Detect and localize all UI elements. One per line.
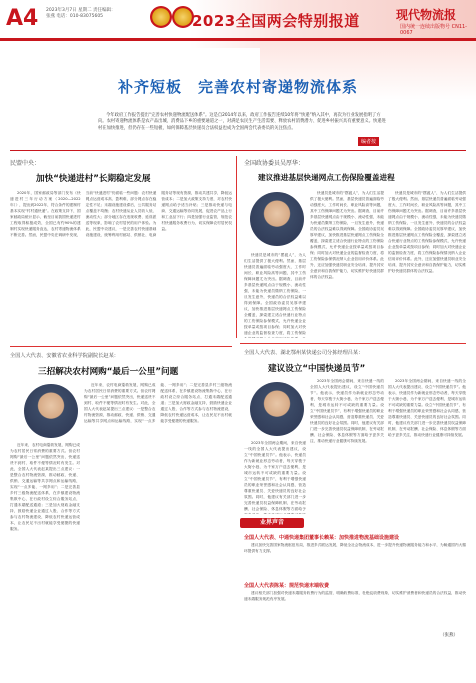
section-divider [10, 150, 466, 151]
voice1-title: 全国人大代表、中通快递集团董事长赖某：加快推进物流基础设施建设 [244, 535, 400, 541]
article2-kicker: 全国政协委员吴厚华： [244, 160, 305, 167]
article4-body-left: 近年来，农村电商蓬勃发展，网购已成为农村居民日常消费的重要方式。但农村网购“最后一公里”问题依然突出，快递送货不到村、取件不便等情况时有发生。对此，全国人大代表赵某提出三点建议：一是整合农村物流资源，推动邮政、快递、供销、交通运输等共享网点和运输线路，实现“一点多能、一网多用”；二是完善县乡村三级物流配送体系，在乡镇建设物流集散中心，在行政村设立综合服务站点，打通末端配送通道；三是加大财政金融支持，鼓励快递企业通过入股、合作等方式参与农村物流建设，降低农村快递运营成本，让农民足不出村就能享受便捷的快递服务。 [10, 443, 80, 531]
national-emblem-icon [150, 6, 172, 28]
industry-voices-banner: 业界声音 [240, 518, 304, 528]
header-meta: 2023年3月7日 星期二 责任编辑：张燕 电话：010-83075605 [46, 8, 116, 19]
delegate-photo [24, 384, 78, 438]
delegate-photo [250, 192, 304, 246]
article2-body-col0: 快递员是城市的“摆渡人”，为人们生活提供了极大便利。然而，基层快递员普遍面临劳动强度大、工作时间长、职业风险高等问题，其中工伤保障问题尤为突出。据调查，目前许多基层快递网点由于规模小、流动性强，未能为快递员缴纳工伤保险，一旦发生意外，快递员的合法权益难以得到保障。全国政协委员吴厚华建议，加快推进基层快递网点工伤保险全覆盖，探索建立适合快递行业特点的工伤保险参保模式，允许快递企业按单量或按项目参保；同时加大对快递企业的监督检查力度，将工伤保险 [244, 253, 306, 335]
article3-body-col1: 2023年全国两会期间，来自快递一线的全国人大代表提出建议，设立“中国快递员节”。他表示，快递员作为新就业形态劳动者，每天穿梭于大街小巷，为千家万户送去便利，是城市运转不可或缺的重要力量。设立“中国快递员节”，有利于增强快递员的职业荣誉感和社会认同感，营造尊重快递员、关爱快递员的良好社会氛围。同时，他建议有关部门进一步完善快递员权益保障机制，在劳动报酬、社会保险、休息休假等方面给予更多关注，推动快递行业健康可持续发展。 [310, 379, 384, 443]
editor-note-badge: 编者按 [358, 137, 379, 146]
voice1-body: 建议加快完善国家物流枢纽布局，推进多式联运发展，降低全社会物流成本，进一步提升快递物流服务能力和水平，为畅通国内大循环提供有力支撑。 [244, 543, 466, 553]
article-divider [240, 343, 466, 344]
article2-body-col2: 快递员是城市的“摆渡人”，为人们生活提供了极大便利。然而，基层快递员普遍面临劳动强度大、工作时间长、职业风险高等问题，其中工伤保障问题尤为突出。据调查，目前许多基层快递网点由于规模小、流动性强，未能为快递员缴纳工伤保险，一旦发生意外，快递员的合法权益难以得到保障。全国政协委员吴厚华建议，加快推进基层快递网点工伤保险全覆盖，探索建立适合快递行业特点的工伤保险参保模式，允许快递企业按单量或按项目参保；同时加大对快递企业的监督检查力度，将工伤保险参保情况纳入企业信用评价体系。此外，还应加强快递员职业安全培训，提升其安全意识和自我保护能力，切实维护好快递员群体的合法权益。 [388, 191, 466, 273]
delegate-photo [250, 382, 304, 436]
article3-title: 建议设立“中国快递员节” [268, 364, 366, 374]
article1-body: 2020年，国家邮政局等部门发布《快递进村三年行动方案（2020—2022年）》，提出到2022年，符合条件的建制村基本实现“村村通快递”。在政策支持下，国家邮政局统计显示，截至目前我国快递进村工程取得积极成效，全国已有约90%的建制村实现快递服务直达，农村寄递物流体系不断完善。然而，民盟中央在调研中发现，当前“快递进村”仍面临一些问题：农村快递网点运营成本高、盈利难，部分网点存在稳定性不足；末端设施建设滞后，公共服务站点覆盖不均衡；农村快递从业人员收入低、流动性大；部分地区存在违规收费、延误派送等现象，影响了农村居民的用户体验。为此，民盟中央建议，一是完善农村快递基础设施建设，统筹利用村邮站、供销社、电商服务站等现有资源，推动共建共享，降低运营成本；二是加大政策支持力度，对农村快递网点给予适当补贴；三是推动快递与电商、交通运输等协同发展，促进农产品上行和工业品下行；四是加强行业监管，规范农村快递服务收费行为，切实保障农村居民权益。 [10, 191, 232, 237]
column-divider [236, 156, 237, 338]
article4-title: 三招解决农村网购“最后一公里”问题 [38, 367, 179, 377]
article2-title: 建议推进基层快递网点工伤保险覆盖进程 [258, 173, 395, 182]
voice2-body: 建议相关部门加强对快递末端服务收费行为的监管，明确收费标准，杜绝乱收费现象，切实维护消费者和快递员的合法权益，推动快递末端服务规范有序发展。 [244, 591, 466, 601]
special-report-title: 2023全国两会特别报道 [192, 12, 360, 30]
page-number: A4 [6, 6, 39, 31]
article4-body-right: 近年来，农村电商蓬勃发展，网购已成为农村居民日常消费的重要方式。但农村网购“最后一公里”问题依然突出，快递送货不到村、取件不便等情况时有发生。对此，全国人大代表赵某提出三点建议：一是整合农村物流资源，推动邮政、快递、供销、交通运输等共享网点和运输线路，实现“一点多能、一网多用”；二是完善县乡村三级物流配送体系，在乡镇建设物流集散中心，在行政村设立综合服务站点，打通末端配送通道；三是加大财政金融支持，鼓励快递企业通过入股、合作等方式参与农村物流建设，降低农村快递运营成本，让农民足不出村就能享受便捷的快递服务。 [84, 383, 232, 423]
article4-kicker: 全国人大代表、安徽省农业科学院副院长赵某： [10, 353, 119, 359]
main-headline: 补齐短板 完善农村寄递物流体系 [117, 78, 358, 96]
article1-kicker: 民盟中央： [10, 160, 41, 167]
article3-kicker: 全国人大代表、湖北鄂州某快递公司分拣经理吕某： [244, 350, 364, 356]
voice2-title: 全国人大代表陈某：规范快递末端收费 [244, 583, 330, 589]
article3-body-col0: 2023年全国两会期间，来自快递一线的全国人大代表提出建议，设立“中国快递员节”。他表示，快递员作为新就业形态劳动者，每天穿梭于大街小巷，为千家万户送去便利，是城市运转不可或缺的重要力量。设立“中国快递员节”，有利于增强快递员的职业荣誉感和社会认同感，营造尊重快递员、关爱快递员的良好社会氛围。同时，他建议有关部门进一步完善快递员权益保障机制，在劳动报酬、社会保险、休息休假等方面给予 [244, 441, 306, 511]
newspaper-logo: 现代物流报 [396, 8, 457, 22]
article-divider [10, 346, 232, 347]
article1-title: 加快“快递进村”长期稳定发展 [36, 174, 151, 184]
lead-paragraph: 今年政府工作报告提出“完善农村快递物流配送体系”。这是自2014年以来，政府工作报告连续10年将“快递”纳入其中，再次为行业发展指明了方向。农村寄递物流体系是农产品出城、消费品下乡的重要通道之一，对满足农民生产生活需要、释放农村消费潜力、促进乡村振兴具有重要意义。快递进村在加快推进，但仍存在一些短板，如何保障基层快递员合法权益也成为全国两会代表委员的关注焦点。 [98, 113, 386, 131]
header-divider [0, 38, 476, 41]
article2-body-col1: 快递员是城市的“摆渡人”，为人们生活提供了极大便利。然而，基层快递员普遍面临劳动强度大、工作时间长、职业风险高等问题，其中工伤保障问题尤为突出。据调查，目前许多基层快递网点由于规模小、流动性强，未能为快递员缴纳工伤保险，一旦发生意外，快递员的合法权益难以得到保障。全国政协委员吴厚华建议，加快推进基层快递网点工伤保险全覆盖，探索建立适合快递行业特点的工伤保险参保模式，允许快递企业按单量或按项目参保；同时加大对快递企业的监督检查力度，将工伤保险参保情况纳入企业信用评价体系。此外，还应加强快递员职业安全培训，提升其安全意识和自我保护能力，切实维护好快递员群体的合法权益。 [310, 191, 384, 279]
article3-body-col2: 2023年全国两会期间，来自快递一线的全国人大代表提出建议，设立“中国快递员节”。他表示，快递员作为新就业形态劳动者，每天穿梭于大街小巷，为千家万户送去便利，是城市运转不可或缺的重要力量。设立“中国快递员节”，有利于增强快递员的职业荣誉感和社会认同感，营造尊重快递员、关爱快递员的良好社会氛围。同时，他建议有关部门进一步完善快递员权益保障机制，在劳动报酬、社会保险、休息休假等方面给予更多关注，推动快递行业健康可持续发展。 [388, 379, 466, 437]
author-signature: （张燕） [440, 633, 458, 638]
cppcc-emblem-icon [172, 6, 194, 28]
logo-subtitle: 国内统一连续出版物号 CN11-0067 [400, 24, 467, 36]
